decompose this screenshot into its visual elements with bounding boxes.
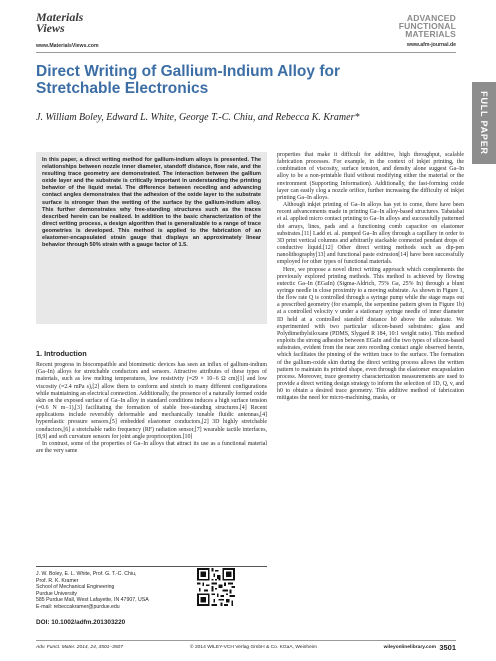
right-paragraph-1: properties that make it difficult for additive, high throughput, scalable fabrication processes. For example, in the context of inkjet printing, the combination of viscosity, surface tension, and density alone suggest Ga–In alloy to be a non-printable fluid without modifying either the material or the environment (Supporting Information). Additionally, the fast-forming oxide layer can easily clog a nozzle orifice, further increasing the difficulty of inkjet printing Ga–In alloys. (277, 152, 464, 201)
affiliation-line: Prof. R. K. Kramer (36, 577, 79, 584)
full-paper-tab (472, 82, 496, 164)
copyright-footer: © 2014 WILEY-VCH Verlag GmbH & Co. KGaA, Weinheim (190, 645, 318, 650)
right-column (277, 152, 464, 402)
author-list: J. William Boley, Edward L. White, George T.-C. Chiu, and Rebecca K. Kramer* (36, 112, 360, 123)
logo-text: Materials Views (36, 10, 84, 35)
right-paragraph-2: Although inkjet printing of Ga–In alloys has yet to come, there have been recent advancements made in printing Ga–In alloy-based structures. Tabatabai et al. applied micro contact printing to Ga–In alloys and successfully patterned dot arrays, lines, pads and a functioning comb capacitor on elastomer substrates.[11] Ladd et. al. pumped Ga–In alloy through a capillary in order to 3D print vertical columns and arbitrarily stackable connected pendant drops of conductive liquid.[12] Other direct writing methods such as dip-pen nanolithography[13] and functional paste extrusion[14] have been successfully employed for other types of functional materials. (277, 202, 464, 266)
intro-paragraph-2: In contrast, some of the properties of Ga–In alloys that attract its use as a functional material are the very same (36, 440, 267, 455)
affiliation-line: Purdue University (36, 590, 77, 597)
brand-line-2: FUNCTIONAL (398, 21, 456, 31)
full-paper-label: FULL PAPER (479, 91, 489, 155)
page-number: 3501 (439, 643, 456, 652)
qr-code-icon[interactable] (197, 568, 235, 606)
header-divider (36, 52, 456, 53)
intro-paragraph-1: Recent progress in biocompatible and biomimetic devices has seen an influx of gallium-indium (Ga–In) alloys for stretchable conductors and sensors. Attractive attributes of these types of materials, such as low melting temperatures, low resistivity (≈29 × 10−6 Ω cm)[1] and low viscosity (≈2.4 mPa s),[2] allow them to conform and stretch to many different configurations while maintaining an electrical connection. Additionally, the presence of a naturally formed oxide skin on the exposed surface of Ga–In alloy in standard conditions induces a high surface tension (≈0.6 N m−1),[3] facilitating the formation of stable free-standing structures.[4] Recent applications include reversibly deformable and mechanically tunable fluidic antennas,[4] hyperelastic pressure sensors,[5] embedded elastomer conductors,[2] 3D highly stretchable conductors,[6] a stretchable radio frequency (RF) radiation sensor,[7] wearable tactile interfaces,[8,9] and soft curvature sensors for joint angle proprioception.[10] (36, 362, 267, 440)
brand-line-1: ADVANCED (406, 13, 456, 23)
journal-url[interactable]: www.afm-journal.de (406, 42, 456, 48)
right-paragraph-3: Here, we propose a novel direct writing approach which complements the previously explored printing methods. This method is achieved by flowing eutectic Ga–In (EGaIn) (Sigma-Aldrich, 75% Ga, 25% In) through a blunt syringe needle in close proximity to a moving substrate. As shown in Figure 1, the flow rate Q is controlled through a syringe pump while the stage maps out a prescribed geometry (for example, the serpentine pattern given in Figure 1b) at a controlled velocity v under a stationary syringe needle of inner diameter ID held at a controlled standoff distance h0 above the substrate. We experimented with two particular silicon-based substrates: glass and Polydimethylsiloxane (PDMS, Slygard R 184, 10:1 weight ratio). This method exploits the strong adhesion between EGaIn and the two types of silicon-based substrates, evident from the near zero receding contact angle observed herein, which facilitates the pinning of the written trace to the surface. The formation of the gallium-oxide skin during the direct writing process allows the written pattern to maintain its printed shape, even through the elastomer encapsulation process. Moreover, trace geometry characterization measurements are used to provide a direct writing design strategy to inform the selection of 1D, Q, v, and h0 to obtain a desired trace geometry. This additive method of fabrication mitigates the need for micro-machining, masks, or (277, 266, 464, 402)
affiliation-line: J. W. Boley, E. L. White, Prof. G. T.-C. Chiu, (36, 571, 137, 577)
abstract-text: In this paper, a direct writing method for gallium-indium alloys is presented. The relationships between nozzle inner diameter, standoff distance, flow rate, and the resulting trace geometry are demonstrated. The interaction between the gallium oxide layer and the substrate is critically important in understanding the printing behavior of the liquid metal. The difference between receding and advancing contact angles demonstrates that the adhesion of the oxide layer to the substrate surface is stronger than the wetting of the surface by the gallium-indium alloy. This further demonstrates why free-standing structures such as the traces described herein can be realized. In addition to the basic characterization of the direct writing process, a design algorithm that is generalizable to a range of trace geometries is developed. This method is applied to the fabrication of an elastomer-encapsulated strain gauge that displays an approximately linear behavior through 50% strain with a gauge factor of 1.5. (42, 157, 261, 249)
article-title: Direct Writing of Gallium-Indium Alloy for Stretchable Electronics (36, 63, 340, 97)
brand-line-3: MATERIALS (405, 29, 456, 39)
introduction-heading: 1. Introduction (36, 349, 87, 358)
affiliation-divider (36, 566, 267, 567)
affiliation-email[interactable]: E-mail: rebeccakramer@purdue.edu (36, 603, 120, 610)
affiliation-block (36, 571, 186, 611)
wiley-url[interactable]: wileyonlinelibrary.com (383, 645, 436, 650)
materialsviews-url[interactable]: www.MaterialsViews.com (36, 43, 99, 49)
doi-link[interactable]: DOI: 10.1002/adfm.201303220 (36, 619, 126, 626)
introduction-section (36, 350, 267, 455)
materials-views-logo (36, 12, 106, 42)
affiliation-line: School of Mechanical Engineering (36, 584, 115, 591)
journal-brand (399, 14, 456, 38)
affiliation-line: 585 Purdue Mall, West Lafayette, IN 47907, USA (36, 597, 149, 604)
citation-footer: Adv. Funct. Mater. 2014, 24, 3501–3507 (36, 645, 124, 650)
abstract-box (36, 152, 267, 324)
footer-divider (36, 640, 456, 641)
